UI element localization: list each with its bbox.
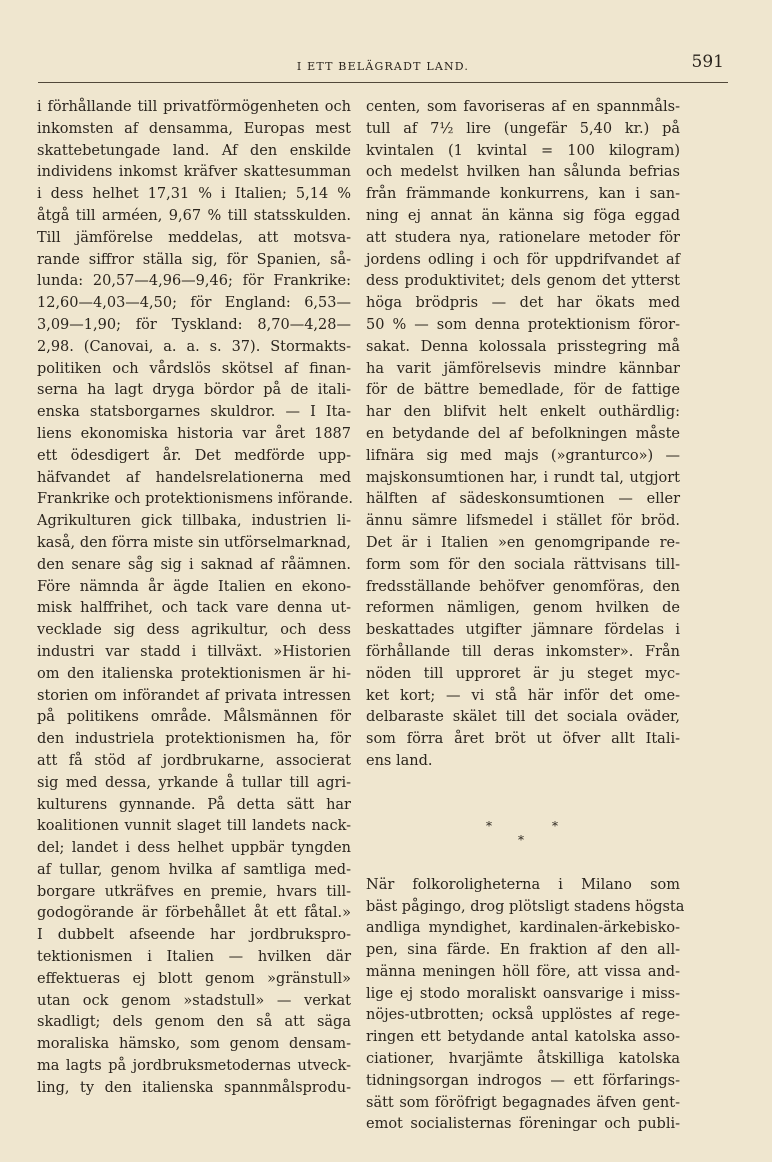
text-line: ringen ett betydande antal katolska asso- [366, 1029, 680, 1046]
text-line: tidningsorgan indrogos — ett förfarings- [366, 1072, 680, 1089]
text-line: jordens odling i och för uppdrifvandet af [366, 251, 680, 268]
right-column-second-section [366, 875, 685, 1137]
text-line: 2,98. (Canovai, a. a. s. 37). Stormakts- [37, 338, 351, 355]
text-line: häfvandet af handelsrelationerna med [37, 469, 351, 486]
text-line: fredsställande behöfver genomföras, den [366, 578, 680, 595]
text-line: industri var stadd i tillväxt. »Historien [37, 643, 351, 660]
text-line: ma lagts på jordbruksmetodernas utveck- [37, 1058, 351, 1075]
text-line: I dubbelt afseende har jordbrukspro- [37, 927, 351, 944]
text-line: När folkoroligheterna i Milano som [366, 876, 680, 893]
text-line: Agrikulturen gick tillbaka, industrien li- [37, 513, 351, 530]
text-line: reformen nämligen, genom hvilken de [366, 600, 680, 617]
text-line: 12,60—4,03—4,50; för England: 6,53— [37, 295, 351, 312]
text-line: från främmande konkurrens, kan i san- [366, 186, 680, 203]
text-line: om den italienska protektionismen är hi- [37, 665, 351, 682]
text-line: och medelst hvilken han sålunda befrias [366, 164, 680, 181]
text-line: centen, som favoriseras af en spannmåls- [366, 99, 680, 115]
text-line: form som för den sociala rättvisans till- [366, 556, 680, 573]
text-line: dess produktivitet; dels genom det ytterst [366, 273, 680, 290]
text-line: att studera nya, rationelare metoder för [366, 229, 680, 246]
text-line: borgare utkräfves en premie, hvars till- [37, 883, 351, 900]
text-line: har den blifvit helt enkelt outhärdlig: [366, 404, 680, 421]
text-line: tektionismen i Italien — hvilken där [37, 949, 351, 966]
text-line: lifnära sig med majs (»granturco») — [366, 447, 680, 464]
text-line: sakat. Denna kolossala prisstegring må [366, 338, 680, 355]
text-line: en betydande del af befolkningen måste [366, 425, 680, 442]
page-header [38, 50, 728, 83]
text-line: kulturens gynnande. På detta sätt har [37, 796, 351, 813]
text-line: för de bättre bemedlade, för de fattige [366, 382, 680, 399]
separator-asterisk: * [552, 818, 558, 833]
text-line: kaså, den förra miste sin utförselmarknad, [37, 534, 351, 551]
text-line: del; landet i dess helhet uppbär tyngden [37, 840, 351, 857]
text-line: skattebetungade land. Af den enskilde [37, 142, 351, 159]
text-line: andliga myndighet, kardinalen-ärkebisko- [366, 920, 680, 937]
right-column [366, 97, 685, 1136]
text-line: koalitionen vunnit slaget till landets nack- [37, 818, 351, 835]
text-line: inkomsten af densamma, Europas mest [37, 120, 351, 137]
text-line: effektueras ej blott genom »gränstull» [37, 970, 351, 987]
text-line: 3,09—1,90; för Tyskland: 8,70—4,28— [37, 316, 351, 333]
text-line: Före nämnda år ägde Italien en ekono- [37, 578, 351, 595]
text-line: godogörande är förbehållet åt ett fåtal.» [37, 905, 351, 922]
text-line: den industriela protektionismen ha, för [37, 731, 351, 748]
text-line: politiken och vårdslös skötsel af finan- [37, 360, 351, 377]
text-line: ciationer, hvarjämte åtskilliga katolska [366, 1051, 680, 1068]
section-separator [366, 813, 680, 857]
text-line: tull af 7½ lire (ungefär 5,40 kr.) på [366, 120, 680, 137]
text-line: storien om införandet af privata intressen [37, 687, 351, 704]
text-line: individens inkomst kräfver skattesumman [37, 164, 351, 181]
text-line: ett ödesdigert år. Det medförde upp- [37, 447, 351, 464]
text-line: utan ock genom »stadstull» — verkat [37, 992, 351, 1009]
text-line: bäst pågingo, drog plötsligt stadens högsta [366, 898, 685, 915]
text-line: emot socialisternas föreningar och publi- [366, 1116, 680, 1133]
text-line: vecklade sig dess agrikultur, och dess [37, 622, 351, 639]
text-line: nöden till upproret är ju steget myc- [366, 665, 680, 682]
text-line: hälften af sädeskonsumtionen — eller [366, 491, 680, 508]
text-line: majskonsumtionen har, i rundt tal, utgjort [366, 469, 680, 486]
text-line: misk halffrihet, och tack vare denna ut- [37, 600, 351, 617]
text-line: ännu sämre lifsmedel i stället för bröd. [366, 513, 680, 530]
text-line: den senare såg sig i saknad af råämnen. [37, 556, 351, 573]
text-line: sig med dessa, yrkande å tullar till agri- [37, 774, 351, 791]
text-line: lige ej stodo moraliskt oansvarige i miss- [366, 985, 680, 1002]
text-line: liens ekonomiska historia var året 1887 [37, 425, 351, 442]
text-line: ens land. [366, 752, 433, 769]
text-line: åtgå till arméen, 9,67 % till statsskulden. [37, 207, 351, 224]
text-line: ning ej annat än känna sig föga eggad [366, 207, 680, 224]
text-line: som förra året bröt ut öfver allt Itali- [366, 731, 680, 748]
text-line: serna ha lagt dryga bördor på de itali- [37, 382, 351, 399]
running-head: I ETT BELÄGRADT LAND. [296, 60, 470, 73]
text-line: i förhållande till privatförmögenheten och [37, 99, 351, 115]
page-number: 591 [691, 52, 724, 72]
text-line: rande siffror ställa sig, för Spanien, så- [37, 251, 351, 268]
text-line: af tullar, genom hvilka af samtliga med- [37, 861, 351, 878]
text-line: skadligt; dels genom den så att säga [37, 1014, 351, 1031]
text-line: kvintalen (1 kvintal = 100 kilogram) [366, 142, 680, 159]
text-line: enska statsborgarnes skuldror. — I Ita- [37, 404, 351, 421]
text-line: ling, ty den italienska spannmålsprodu- [37, 1079, 351, 1096]
text-line: i dess helhet 17,31 % i Italien; 5,14 % [37, 186, 351, 203]
text-line: lunda: 20,57—4,96—9,46; för Frankrike: [37, 273, 351, 290]
text-line: att få stöd af jordbrukarne, associerat [37, 752, 351, 769]
text-line: sätt som föröfrigt begagnades äfven gent- [366, 1094, 680, 1111]
text-line: männa meningen höll före, att vissa and- [366, 963, 680, 980]
right-column-first-section [366, 97, 680, 773]
text-line: delbaraste skälet till det sociala oväder, [366, 709, 680, 726]
separator-asterisk: * [518, 832, 524, 847]
text-line: ha varit jämförelsevis mindre kännbar [366, 360, 680, 377]
left-column [37, 97, 354, 1100]
text-line: Frankrike och protektionismens införande. [37, 491, 354, 508]
text-line: ket kort; — vi stå här inför det ome- [366, 687, 680, 704]
text-line: pen, sina färde. En fraktion af den all- [366, 942, 680, 959]
text-line: beskattades utgifter jämnare fördelas i [366, 622, 680, 639]
text-line: på politikens område. Målsmännen för [37, 709, 351, 726]
text-line: Till jämförelse meddelas, att motsva- [37, 229, 351, 246]
text-line: moraliska hämsko, som genom densam- [37, 1036, 351, 1053]
text-line: höga brödpris — det har ökats med [366, 295, 680, 312]
separator-asterisk: * [486, 818, 492, 833]
text-line: förhållande till deras inkomster». Från [366, 643, 680, 660]
text-line: Det är i Italien »en genomgripande re- [366, 534, 680, 551]
text-line: 50 % — som denna protektionism föror- [366, 316, 680, 333]
text-line: nöjes-utbrotten; också upplöstes af rege- [366, 1007, 680, 1024]
